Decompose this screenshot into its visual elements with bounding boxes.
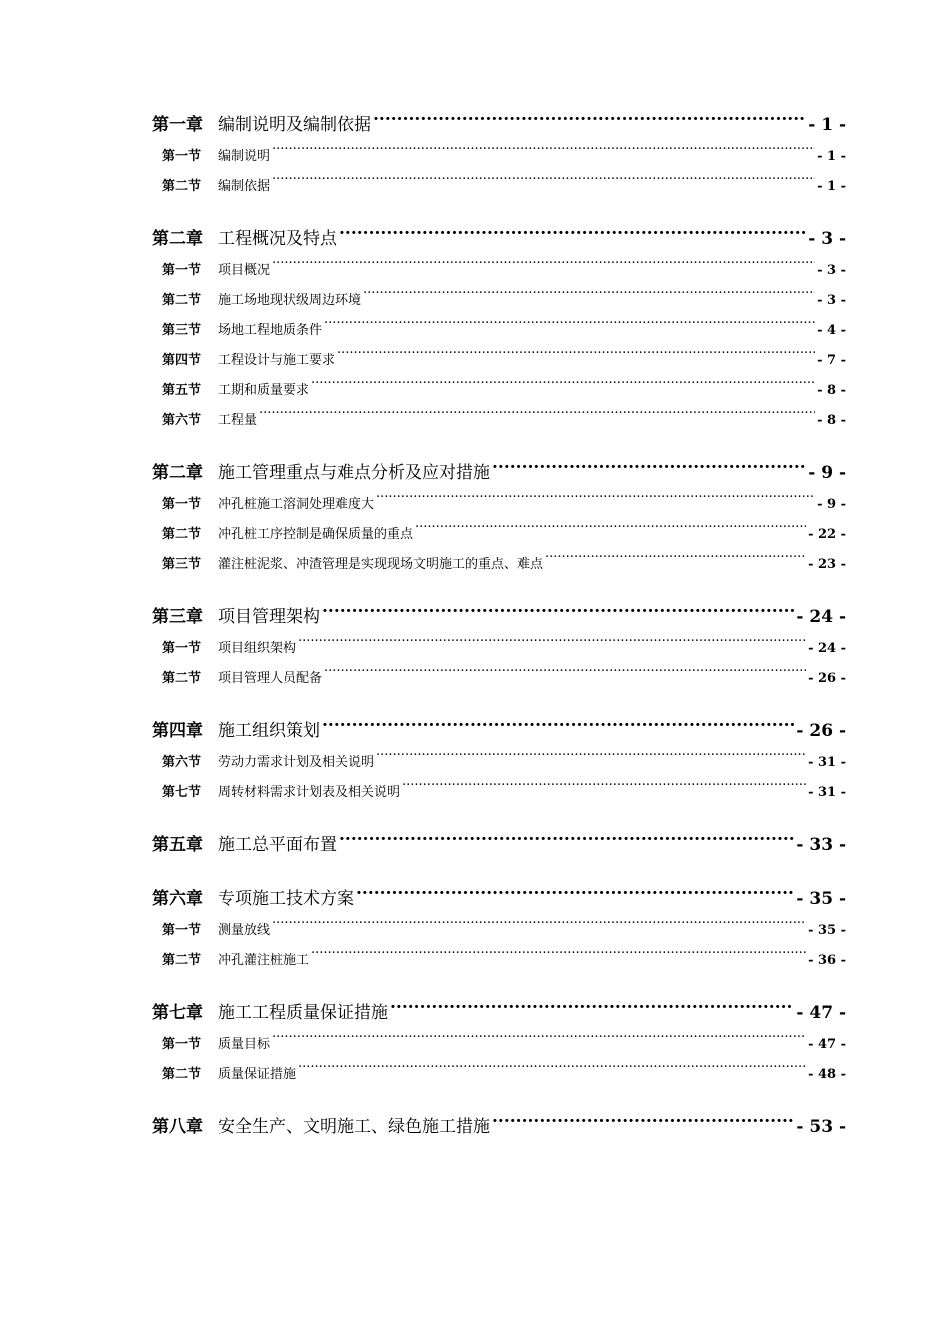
chapter-number: 第六章	[152, 889, 203, 909]
chapter-title: 施工工程质量保证措施	[218, 1003, 388, 1023]
toc-section-entry[interactable]	[152, 346, 846, 376]
section-page-number: - 7 -	[817, 353, 846, 368]
toc-section-entry[interactable]	[152, 634, 846, 664]
section-page-number: - 8 -	[817, 383, 846, 398]
toc-section-entry[interactable]	[152, 520, 846, 550]
section-page-number: - 26 -	[808, 671, 846, 686]
toc-chapter-group	[152, 1110, 846, 1144]
section-title: 冲孔桩工序控制是确保质量的重点	[218, 527, 414, 542]
dot-leader	[415, 525, 806, 538]
dot-leader	[311, 951, 806, 964]
dot-leader	[376, 495, 815, 508]
dot-leader	[322, 605, 794, 622]
dot-leader	[376, 753, 806, 766]
toc-section-entry[interactable]	[152, 142, 846, 172]
chapter-title: 专项施工技术方案	[218, 889, 354, 909]
chapter-number: 第一章	[152, 115, 203, 135]
toc-chapter-group	[152, 714, 846, 808]
chapter-title: 编制说明及编制依据	[218, 115, 371, 135]
section-page-number: - 3 -	[817, 263, 846, 278]
table-of-contents	[152, 108, 846, 1164]
section-title: 编制说明	[218, 149, 271, 164]
toc-section-entry[interactable]	[152, 916, 846, 946]
chapter-page-number: - 53 -	[796, 1117, 846, 1137]
toc-chapter-entry[interactable]	[152, 882, 846, 916]
dot-leader	[492, 1115, 794, 1132]
section-title: 工期和质量要求	[218, 383, 310, 398]
section-page-number: - 22 -	[808, 527, 846, 542]
dot-leader	[272, 1035, 806, 1048]
section-page-number: - 3 -	[817, 293, 846, 308]
chapter-number: 第二章	[152, 463, 203, 483]
dot-leader	[402, 783, 806, 796]
section-title: 项目管理人员配备	[218, 671, 323, 686]
section-number: 第一节	[162, 1037, 202, 1052]
toc-chapter-entry[interactable]	[152, 222, 846, 256]
dot-leader	[339, 833, 794, 850]
section-number: 第三节	[162, 557, 202, 572]
toc-section-entry[interactable]	[152, 172, 846, 202]
chapter-number: 第八章	[152, 1117, 203, 1137]
toc-chapter-entry[interactable]	[152, 600, 846, 634]
section-title: 场地工程地质条件	[218, 323, 323, 338]
section-page-number: - 31 -	[808, 755, 846, 770]
chapter-number: 第七章	[152, 1003, 203, 1023]
section-page-number: - 1 -	[817, 179, 846, 194]
dot-leader	[272, 921, 806, 934]
chapter-page-number: - 1 -	[808, 115, 846, 135]
section-title: 项目组织架构	[218, 641, 297, 656]
section-page-number: - 4 -	[817, 323, 846, 338]
chapter-page-number: - 24 -	[796, 607, 846, 627]
section-page-number: - 48 -	[808, 1067, 846, 1082]
section-number: 第三节	[162, 323, 202, 338]
toc-chapter-entry[interactable]	[152, 1110, 846, 1144]
section-title: 周转材料需求计划表及相关说明	[218, 785, 401, 800]
section-title: 编制依据	[218, 179, 271, 194]
chapter-page-number: - 33 -	[796, 835, 846, 855]
dot-leader	[298, 639, 806, 652]
toc-section-entry[interactable]	[152, 256, 846, 286]
toc-chapter-entry[interactable]	[152, 714, 846, 748]
section-number: 第七节	[162, 785, 202, 800]
chapter-title: 施工管理重点与难点分析及应对措施	[218, 463, 490, 483]
toc-section-entry[interactable]	[152, 376, 846, 406]
section-title: 冲孔灌注桩施工	[218, 953, 310, 968]
dot-leader	[259, 411, 815, 424]
toc-section-entry[interactable]	[152, 406, 846, 436]
chapter-page-number: - 47 -	[796, 1003, 846, 1023]
dot-leader	[311, 381, 815, 394]
dot-leader	[272, 147, 815, 160]
section-number: 第二节	[162, 953, 202, 968]
section-title: 施工场地现状级周边环境	[218, 293, 362, 308]
section-title: 工程设计与施工要求	[218, 353, 336, 368]
toc-chapter-entry[interactable]	[152, 108, 846, 142]
section-number: 第二节	[162, 527, 202, 542]
toc-chapter-entry[interactable]	[152, 828, 846, 862]
dot-leader	[373, 113, 806, 130]
toc-chapter-group	[152, 108, 846, 202]
section-title: 项目概况	[218, 263, 271, 278]
section-number: 第一节	[162, 149, 202, 164]
toc-chapter-group	[152, 882, 846, 976]
section-number: 第二节	[162, 671, 202, 686]
section-title: 质量保证措施	[218, 1067, 297, 1082]
section-title: 测量放线	[218, 923, 271, 938]
chapter-title: 施工总平面布置	[218, 835, 337, 855]
section-page-number: - 23 -	[808, 557, 846, 572]
chapter-title: 施工组织策划	[218, 721, 320, 741]
chapter-title: 安全生产、文明施工、绿色施工措施	[218, 1117, 490, 1137]
toc-section-entry[interactable]	[152, 1060, 846, 1090]
toc-section-entry[interactable]	[152, 316, 846, 346]
dot-leader	[337, 351, 815, 364]
section-number: 第二节	[162, 293, 202, 308]
section-number: 第二节	[162, 179, 202, 194]
section-page-number: - 24 -	[808, 641, 846, 656]
chapter-number: 第四章	[152, 721, 203, 741]
section-title: 灌注桩泥浆、冲渣管理是实现现场文明施工的重点、难点	[218, 557, 544, 572]
section-number: 第一节	[162, 923, 202, 938]
toc-section-entry[interactable]	[152, 550, 846, 580]
section-number: 第一节	[162, 641, 202, 656]
toc-section-entry[interactable]	[152, 1030, 846, 1060]
chapter-number: 第二章	[152, 229, 203, 249]
toc-section-entry[interactable]	[152, 946, 846, 976]
section-title: 冲孔桩施工溶洞处理难度大	[218, 497, 375, 512]
section-page-number: - 31 -	[808, 785, 846, 800]
chapter-page-number: - 26 -	[796, 721, 846, 741]
section-number: 第六节	[162, 413, 202, 428]
section-number: 第六节	[162, 755, 202, 770]
dot-leader	[324, 669, 806, 682]
section-page-number: - 1 -	[817, 149, 846, 164]
dot-leader	[363, 291, 815, 304]
section-page-number: - 36 -	[808, 953, 846, 968]
section-number: 第二节	[162, 1067, 202, 1082]
chapter-page-number: - 9 -	[808, 463, 846, 483]
toc-section-entry[interactable]	[152, 490, 846, 520]
dot-leader	[298, 1065, 806, 1078]
dot-leader	[339, 227, 806, 244]
chapter-number: 第三章	[152, 607, 203, 627]
toc-chapter-entry[interactable]	[152, 456, 846, 490]
dot-leader	[356, 887, 794, 904]
chapter-page-number: - 3 -	[808, 229, 846, 249]
toc-chapter-group	[152, 456, 846, 580]
toc-chapter-entry[interactable]	[152, 996, 846, 1030]
dot-leader	[390, 1001, 794, 1018]
dot-leader	[322, 719, 794, 736]
toc-chapter-group	[152, 222, 846, 436]
section-title: 质量目标	[218, 1037, 271, 1052]
chapter-number: 第五章	[152, 835, 203, 855]
toc-section-entry[interactable]	[152, 778, 846, 808]
section-title: 劳动力需求计划及相关说明	[218, 755, 375, 770]
dot-leader	[492, 461, 806, 478]
toc-section-entry[interactable]	[152, 664, 846, 694]
chapter-title: 工程概况及特点	[218, 229, 337, 249]
dot-leader	[545, 555, 806, 568]
chapter-title: 项目管理架构	[218, 607, 320, 627]
dot-leader	[272, 261, 815, 274]
section-page-number: - 8 -	[817, 413, 846, 428]
chapter-page-number: - 35 -	[796, 889, 846, 909]
toc-section-entry[interactable]	[152, 286, 846, 316]
section-number: 第一节	[162, 263, 202, 278]
toc-chapter-group	[152, 996, 846, 1090]
section-page-number: - 35 -	[808, 923, 846, 938]
section-number: 第五节	[162, 383, 202, 398]
dot-leader	[324, 321, 815, 334]
section-number: 第四节	[162, 353, 202, 368]
section-page-number: - 47 -	[808, 1037, 846, 1052]
toc-chapter-group	[152, 600, 846, 694]
toc-section-entry[interactable]	[152, 748, 846, 778]
section-title: 工程量	[218, 413, 258, 428]
toc-chapter-group	[152, 828, 846, 862]
section-number: 第一节	[162, 497, 202, 512]
section-page-number: - 9 -	[817, 497, 846, 512]
dot-leader	[272, 177, 815, 190]
